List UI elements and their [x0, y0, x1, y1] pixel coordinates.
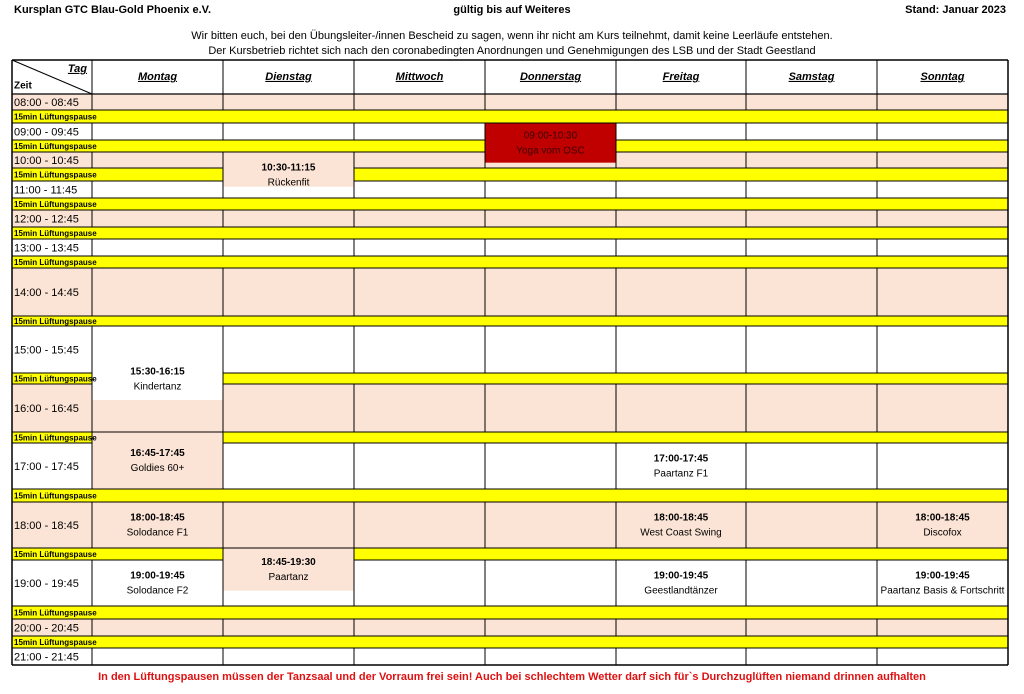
day-header-freitag: Freitag [662, 70, 700, 83]
day-header-montag: Montag [137, 70, 178, 83]
course-time: 19:00-19:45 [130, 570, 185, 582]
pause-row [12, 548, 1008, 560]
pause-label: 15min Lüftungspause [14, 433, 97, 443]
course-block [877, 502, 1008, 548]
time-slot-label: 11:00 - 11:45 [14, 184, 78, 197]
time-slot-label: 09:00 - 09:45 [14, 126, 79, 139]
info-note-2: Der Kursbetrieb richtet sich nach den coronabedingten Anordnungen und Genehmigungen des LSB und der Stadt Geestland [208, 45, 816, 57]
course-time: 17:00-17:45 [653, 453, 709, 465]
course-name: Geestlandtänzer [644, 585, 718, 597]
page-title: Kursplan GTC Blau-Gold Phoenix e.V. [14, 4, 212, 16]
slot-row [12, 181, 1008, 198]
course-time: 19:00-19:45 [653, 570, 709, 582]
course-block [616, 502, 746, 548]
pause-label: 15min Lüftungspause [14, 317, 97, 327]
course-block [92, 432, 223, 489]
time-slot-label: 14:00 - 14:45 [14, 286, 79, 299]
validity-note: gültig bis auf Weiteres [453, 4, 571, 16]
course-name: Paartanz [268, 571, 309, 583]
course-time: 19:00-19:45 [915, 570, 970, 582]
slot-row [12, 648, 1008, 665]
pause-label: 15min Lüftungspause [14, 491, 97, 501]
slot-row [12, 210, 1008, 227]
course-block [485, 123, 616, 163]
time-slot-label: 15:00 - 15:45 [14, 344, 79, 357]
course-block [92, 357, 223, 400]
course-block [616, 443, 746, 489]
time-slot-label: 21:00 - 21:45 [14, 651, 79, 664]
slot-row [12, 268, 1008, 316]
course-block [92, 502, 223, 548]
time-slot-label: 10:00 - 10:45 [14, 154, 79, 167]
course-name: Solodance F1 [126, 527, 189, 539]
time-slot-label: 08:00 - 08:45 [14, 96, 79, 109]
footer-warning: In den Lüftungspausen müssen der Tanzsaal und der Vorraum frei sein! Auch bei schlechtem Wetter darf sich für`s Durchzuglüften niemand drinnen aufhalten [98, 671, 926, 683]
time-slot-label: 18:00 - 18:45 [14, 519, 79, 532]
course-time: 18:00-18:45 [653, 512, 709, 524]
day-header-dienstag: Dienstag [265, 70, 312, 83]
course-block [92, 560, 223, 606]
corner-label-day: Tag [67, 62, 87, 75]
pause-label: 15min Lüftungspause [14, 229, 97, 239]
pause-row [12, 606, 1008, 619]
course-time: 18:45-19:30 [261, 556, 316, 568]
pause-label: 15min Lüftungspause [14, 200, 97, 210]
pause-row [12, 227, 1008, 239]
course-name: Rückenfit [267, 177, 310, 189]
time-slot-label: 17:00 - 17:45 [14, 460, 79, 473]
course-block [223, 548, 354, 591]
pause-label: 15min Lüftungspause [14, 374, 97, 384]
course-name: West Coast Swing [640, 527, 722, 539]
pause-label: 15min Lüftungspause [14, 550, 97, 560]
pause-label: 15min Lüftungspause [14, 170, 97, 180]
slot-row [12, 619, 1008, 636]
pause-row [12, 489, 1008, 502]
course-time: 15:30-16:15 [130, 366, 185, 378]
pause-row [12, 198, 1008, 210]
course-block [616, 560, 746, 606]
course-name: Goldies 60+ [130, 463, 185, 475]
stand-date: Stand: Januar 2023 [905, 4, 1006, 16]
course-time: 10:30-11:15 [261, 162, 316, 174]
info-note-1: Wir bitten euch, bei den Übungsleiter-/innen Bescheid zu sagen, wenn ihr nicht am Kurs teilnehmt, damit keine Leerläufe entstehen. [191, 30, 833, 42]
pause-row [12, 168, 1008, 181]
course-time: 16:45-17:45 [130, 448, 185, 460]
pause-label: 15min Lüftungspause [14, 112, 97, 122]
time-slot-label: 13:00 - 13:45 [14, 242, 79, 255]
day-header-samstag: Samstag [788, 70, 835, 83]
pause-label: 15min Lüftungspause [14, 608, 97, 618]
course-time: 09:00-10:30 [523, 130, 578, 142]
course-name: Paartanz F1 [653, 468, 709, 480]
pause-label: 15min Lüftungspause [14, 258, 97, 268]
corner-label-time: Zeit [14, 80, 32, 92]
course-name: Paartanz Basis & Fortschritt [880, 585, 1005, 597]
course-time: 18:00-18:45 [130, 512, 185, 524]
time-slot-label: 16:00 - 16:45 [14, 402, 79, 415]
slot-row [12, 94, 1008, 110]
pause-row [12, 110, 1008, 123]
course-name: Yoga vom OSC [516, 145, 585, 157]
slot-row [12, 239, 1008, 256]
time-slot-label: 19:00 - 19:45 [14, 577, 79, 590]
time-slot-label: 20:00 - 20:45 [14, 622, 79, 635]
course-time: 18:00-18:45 [915, 512, 970, 524]
pause-label: 15min Lüftungspause [14, 638, 97, 648]
day-header-mittwoch: Mittwoch [395, 70, 444, 83]
course-name: Solodance F2 [126, 585, 189, 597]
course-name: Discofox [923, 527, 962, 539]
pause-label: 15min Lüftungspause [14, 142, 97, 152]
course-name: Kindertanz [133, 381, 182, 393]
day-header-donnerstag: Donnerstag [519, 70, 582, 83]
time-slot-label: 12:00 - 12:45 [14, 213, 79, 226]
pause-row [12, 256, 1008, 268]
day-header-sonntag: Sonntag [920, 70, 965, 83]
pause-row [12, 316, 1008, 326]
pause-row [12, 636, 1008, 648]
course-block [877, 560, 1008, 606]
